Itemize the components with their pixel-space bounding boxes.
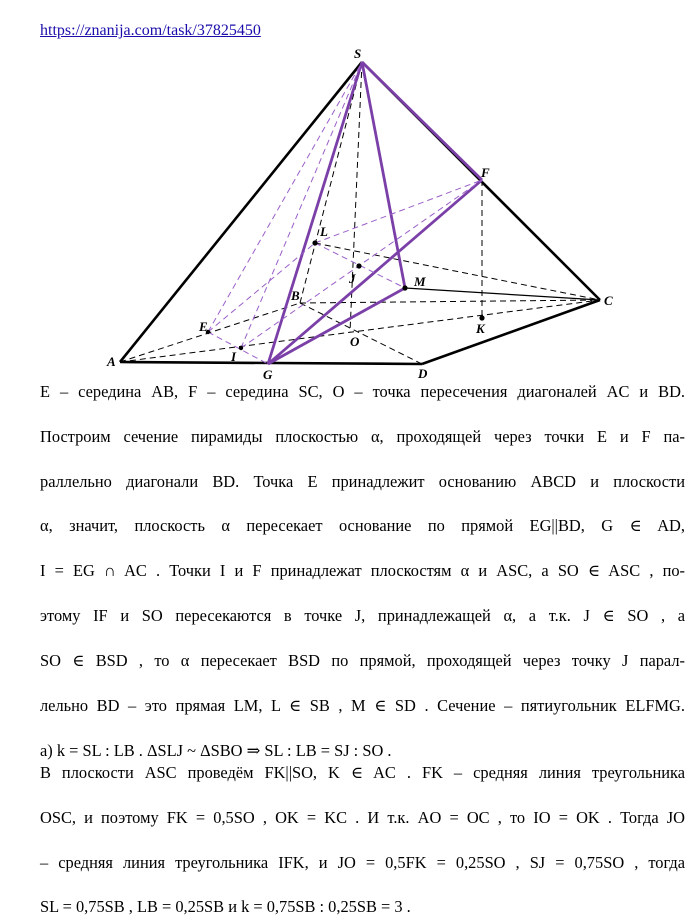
point-markers [206,240,485,350]
edge-BC [300,300,600,303]
label-A: A [107,354,116,369]
section-hidden [208,62,482,364]
label-G: G [263,367,273,380]
source-link[interactable]: https://znanija.com/task/37825450 [40,22,261,39]
hidden-edges [120,62,600,364]
text-line: OSC, и поэтому FK = 0,5SO , OK = KC . И т.к. AO = OC , то IO = OK . Тогда JO [40,807,685,827]
text-line: I = EG ∩ AC . Точки I и F принадлежат плоскостям α и ASC, а SO ∈ ASC , по- [40,561,685,581]
label-I: I [231,349,237,364]
label-D: D [418,366,428,380]
text-line: – средняя линия треугольника IFK, и JO = 0,5FK = 0,25SO , SJ = 0,75SO , тогда [40,852,685,872]
point-I-dot [239,346,243,350]
label-E: E [199,319,208,334]
text-line: этому IF и SO пересекаются в точке J, принадлежащей α, а т.к. J ∈ SO , а [40,606,685,626]
label-M: M [414,274,426,289]
text-line: Построим сечение пирамиды плоскостью α, проходящей через точки E и F па- [40,426,685,446]
label-S: S [354,46,362,61]
point-L-dot [312,240,317,245]
pyramid-figure [0,0,700,380]
segment-LF [315,180,482,243]
text-line: SL = 0,75SB , LB = 0,25SB и k = 0,75SB : 0,25SB = 3 . [40,897,411,917]
text-line: E – середина AB, F – середина SC, O – точка пересечения диагоналей AC и BD. [40,382,685,401]
label-J: J [349,271,356,286]
point-labels [106,46,613,380]
label-K: K [476,321,485,336]
solution-text [40,381,685,919]
point-J-dot [356,263,361,268]
point-M-dot [402,285,407,290]
diagonal-AC [120,300,600,362]
text-line: раллельно диагонали BD. Точка E принадлежит основанию ABCD и плоскости [40,471,685,491]
label-O: O [350,334,360,349]
label-F: F [481,165,490,180]
segment-IS [241,62,362,348]
section-visible [268,62,482,364]
text-line: SO ∈ BSD , то α пересекает BSD по прямой, проходящей через точку J парал- [40,650,685,670]
edge-DC [422,300,600,364]
label-L: L [320,224,328,239]
segment-EG [208,332,268,364]
label-C: C [604,293,613,308]
edge-SA [120,62,362,362]
segment-ES [208,62,362,332]
segment-IF [241,180,482,348]
text-line: α, значит, плоскость α пересекает основание по прямой EG||BD, G ∈ AD, [40,516,685,536]
text-line: а) k = SL : LB . ΔSLJ ~ ΔSBO ⇒ SL : LB = SJ : SO . [40,740,392,760]
text-line: лельно BD – это прямая LM, L ∈ SB , M ∈ SD . Сечение – пятиугольник ELFMG. [40,695,685,715]
point-K-dot [479,315,484,320]
label-B: B [291,288,300,303]
text-line: В плоскости ASC проведём FK||SO, K ∈ AC . FK – средняя линия треугольника [40,762,685,782]
